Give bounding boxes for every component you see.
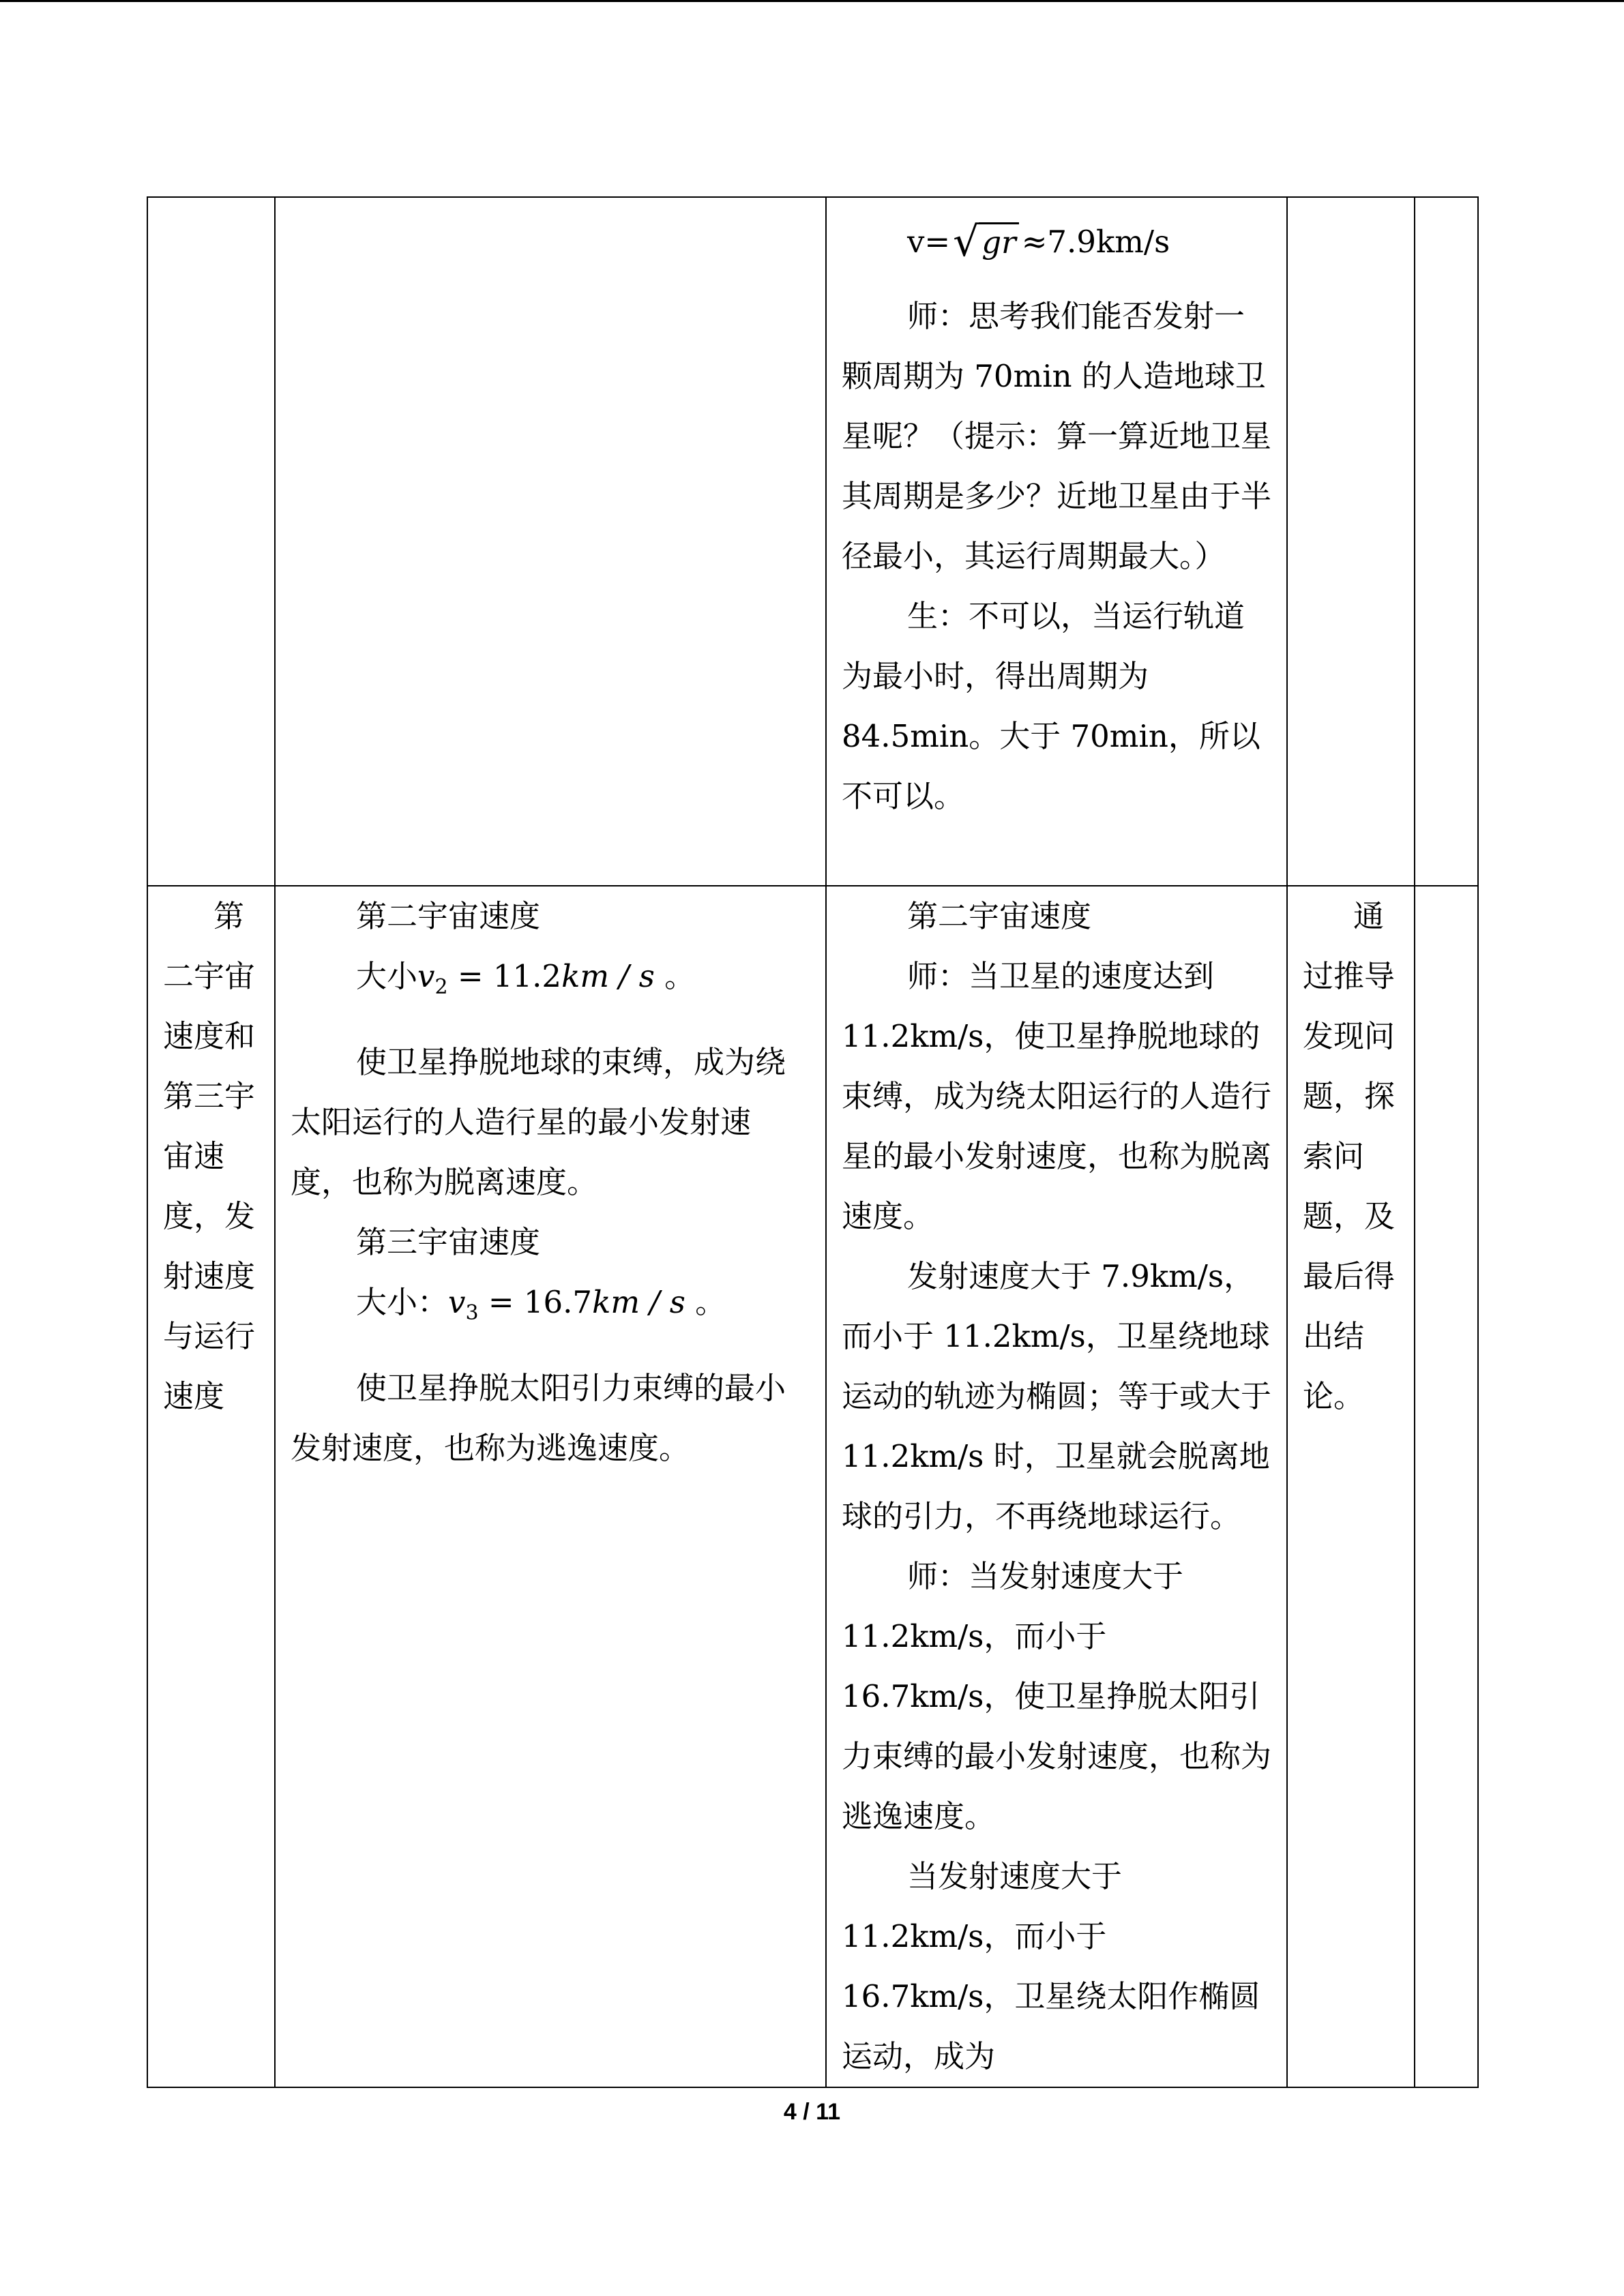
topic-cell xyxy=(147,886,275,2087)
row1-col1-cell xyxy=(147,197,275,886)
third-cosmic-velocity-desc: 使卫星挣脱太阳引力束缚的最小发射速度，也称为逃逸速度。 xyxy=(291,1370,786,1466)
second-cosmic-velocity-size: 大小$v_2 = 11.2km / s$ 。 xyxy=(356,958,696,999)
third-cosmic-velocity-size: 大小：$v_3 = 16.7km / s$ 。 xyxy=(356,1284,726,1325)
table-row xyxy=(147,886,1478,2087)
activity-title: 第二宇宙速度 xyxy=(907,898,1092,934)
activity-cell xyxy=(826,886,1287,2087)
formula-prefix: v= xyxy=(907,224,951,260)
second-cosmic-velocity-desc: 使卫星挣脱地球的束缚，成为绕太阳运行的人造行星的最小发射速度，也称为脱离速度。 xyxy=(291,1044,786,1200)
table-row xyxy=(147,197,1478,886)
activity-paragraph: 师：当卫星的速度达到 11.2km/s，使卫星挣脱地球的束缚，成为绕太阳运行的人造行星的最小发射速度，也称为脱离速度。 xyxy=(842,958,1272,1234)
third-cosmic-velocity-title: 第三宇宙速度 xyxy=(356,1224,541,1260)
page-number: 4 / 11 xyxy=(783,2099,841,2125)
topic-text: 第二宇宙速度和第三宇宙速度，发射速度与运行速度 xyxy=(163,898,256,1414)
sqrt-expression: √gr xyxy=(953,212,1019,273)
activity-paragraph: 师：当发射速度大于 11.2km/s，而小于 16.7km/s，使卫星挣脱太阳引力束缚的最小发射速度，也称为逃逸速度。 xyxy=(842,1558,1272,1834)
content-cell xyxy=(275,886,826,2087)
design-intent-text: 通过推导发现问题，探索问题，及最后得出结论。 xyxy=(1303,898,1396,1414)
second-cosmic-velocity-title: 第二宇宙速度 xyxy=(356,898,541,934)
top-border-line xyxy=(0,0,1624,2)
row1-col2-cell xyxy=(275,197,826,886)
formula-suffix: ≈7.9km/s xyxy=(1021,224,1170,260)
row1-col5-cell xyxy=(1415,197,1478,886)
student-answer: 生：不可以，当运行轨道为最小时，得出周期为 84.5min。大于 70min，所以不可以。 xyxy=(842,598,1260,814)
velocity-formula xyxy=(842,198,1271,286)
intent-cell xyxy=(1287,886,1415,2087)
row1-col4-cell xyxy=(1287,197,1415,886)
row2-col5-cell xyxy=(1415,886,1478,2087)
teacher-question: 师：思考我们能否发射一颗周期为 70min 的人造地球卫星呢？（提示：算一算近地卫星其周期是多少？近地卫星由于半径最小，其运行周期最大。） xyxy=(842,298,1272,574)
activity-paragraph: 发射速度大于 7.9km/s，而小于 11.2km/s，卫星绕地球运动的轨迹为椭圆；等于或大于 11.2km/s 时，卫星就会脱离地球的引力，不再绕地球运行。 xyxy=(842,1258,1272,1534)
activity-paragraph: 当发射速度大于 11.2km/s，而小于 16.7km/s，卫星绕太阳作椭圆运动，成为 xyxy=(842,1858,1260,2074)
lesson-plan-table xyxy=(147,196,1479,2088)
row1-col3-cell xyxy=(826,197,1287,886)
sqrt-radicand: gr xyxy=(979,222,1018,260)
